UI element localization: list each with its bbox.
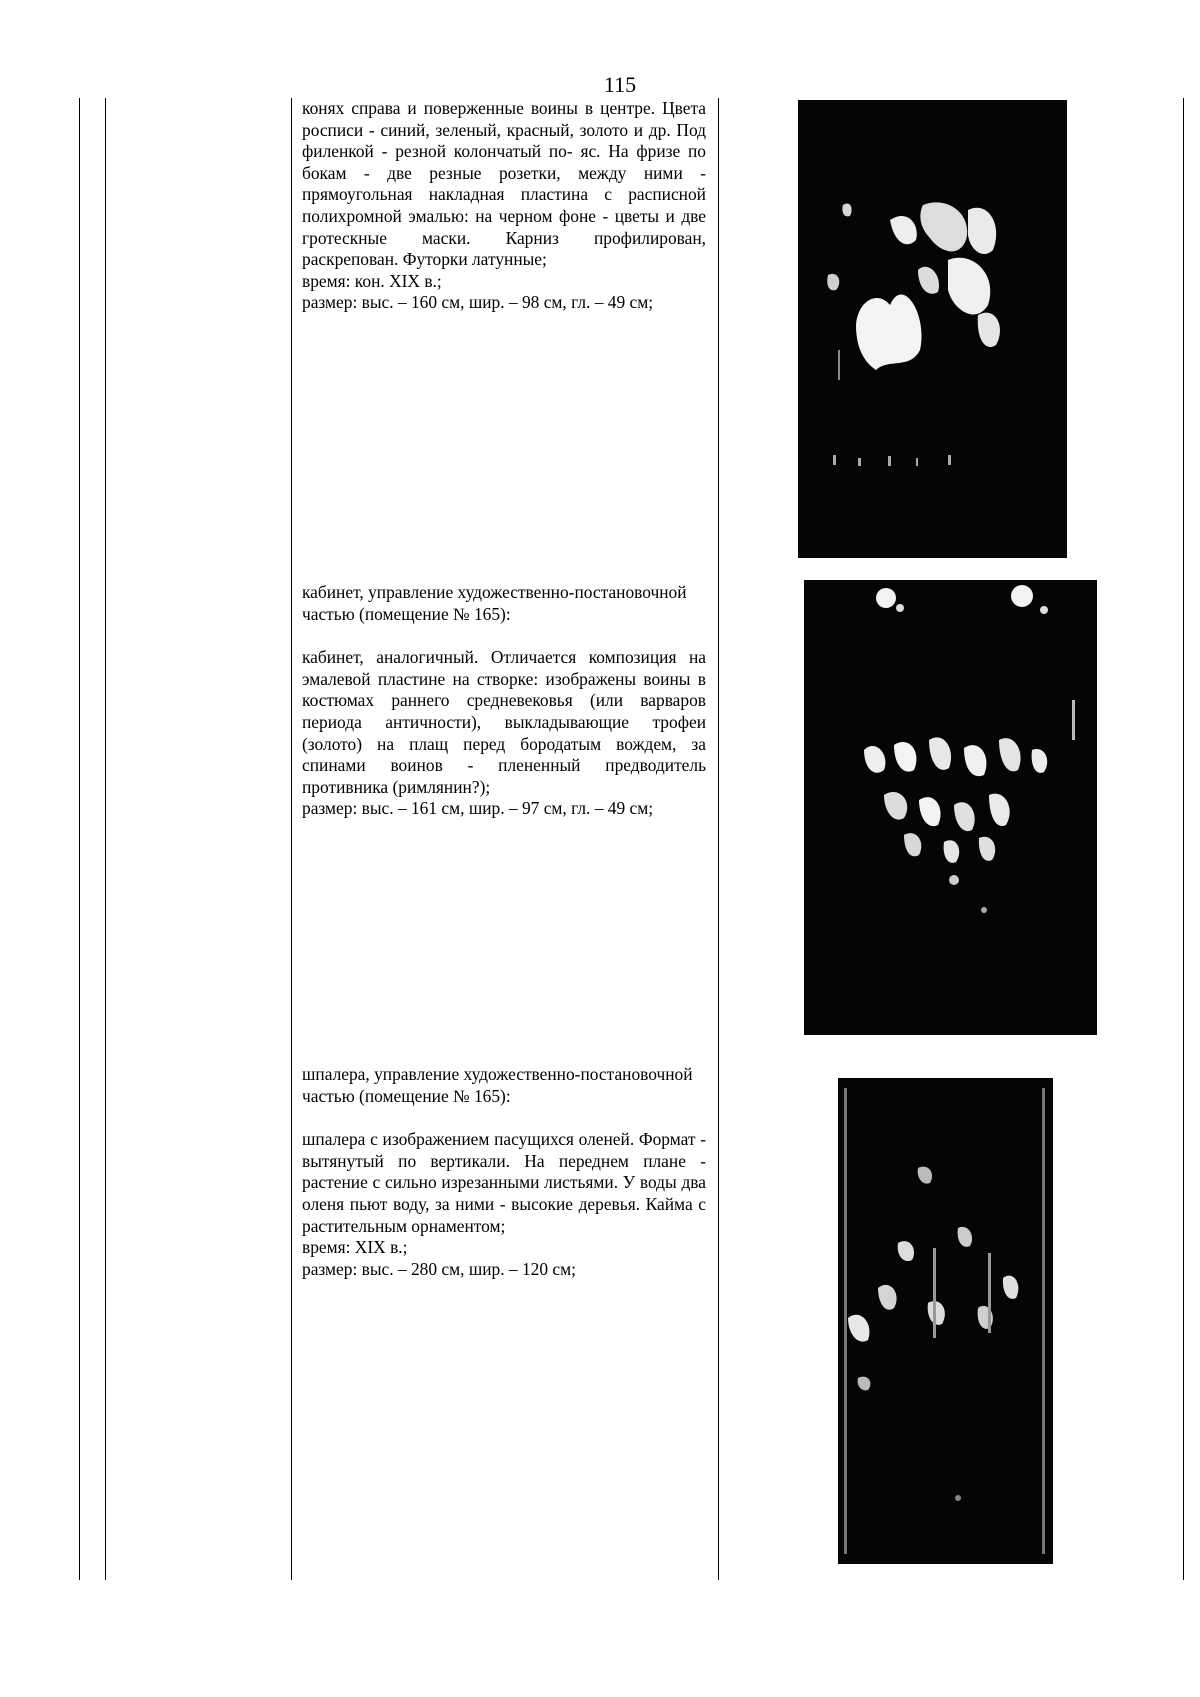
entry-cabinet-continued	[302, 98, 706, 314]
entry-title: шпалера, управление художественно-постановочной частью (помещение № 165):	[302, 1064, 693, 1106]
photo-tapestry	[838, 1078, 1053, 1564]
table-border-right	[1183, 98, 1184, 1580]
entry-description: шпалера с изображением пасущихся оленей. Формат - вытянутый по вертикали. На переднем плане - растение с сильно изрезанными листьями. У воды два оленя пьют воду, за ними - высокие деревья. Кайма с растительным орнаментом;	[302, 1129, 706, 1236]
entry-tapestry	[302, 1064, 706, 1280]
page-number: 115	[603, 72, 637, 97]
entry-date: время: XIX в.;	[302, 1237, 408, 1258]
table-border-left-inner	[105, 98, 106, 1580]
table-column-divider-2	[718, 98, 719, 1580]
entry-date: время: кон. XIX в.;	[302, 270, 442, 291]
table-border-left-outer	[79, 98, 80, 1580]
entry-size: размер: выс. – 160 см, шир. – 98 см, гл. – 49 см;	[302, 292, 654, 313]
entry-cabinet-similar	[302, 582, 706, 820]
photo-cabinet-1	[798, 100, 1067, 558]
entry-size: размер: выс. – 280 см, шир. – 120 см;	[302, 1258, 576, 1279]
table-column-divider-1	[291, 98, 292, 1580]
entry-description: конях справа и поверженные воины в центре. Цвета росписи - синий, зеленый, красный, золото и др. Под филенкой - резной колончатый по- яс. На фризе по бокам - две резные розетки, между ними - прямоугольная накладная пластина с расписной полихромной эмалью: на черном фоне - цветы и две гротескные маски. Карниз профилирован, раскрепован. Футорки латунные;	[302, 98, 706, 270]
entry-description: кабинет, аналогичный. Отличается композиция на эмалевой пластине на створке: изображены воины в костюмах раннего средневековья (или варваров периода античности), выкладывающие трофеи (золото) на плащ перед бородатым вождем, за спинами воинов - плененный предводитель противника (римлянин?);	[302, 647, 706, 797]
entry-size: размер: выс. – 161 см, шир. – 97 см, гл. – 49 см;	[302, 798, 654, 819]
entry-title: кабинет, управление художественно-постановочной частью (помещение № 165):	[302, 582, 687, 624]
photo-cabinet-2	[804, 580, 1097, 1035]
